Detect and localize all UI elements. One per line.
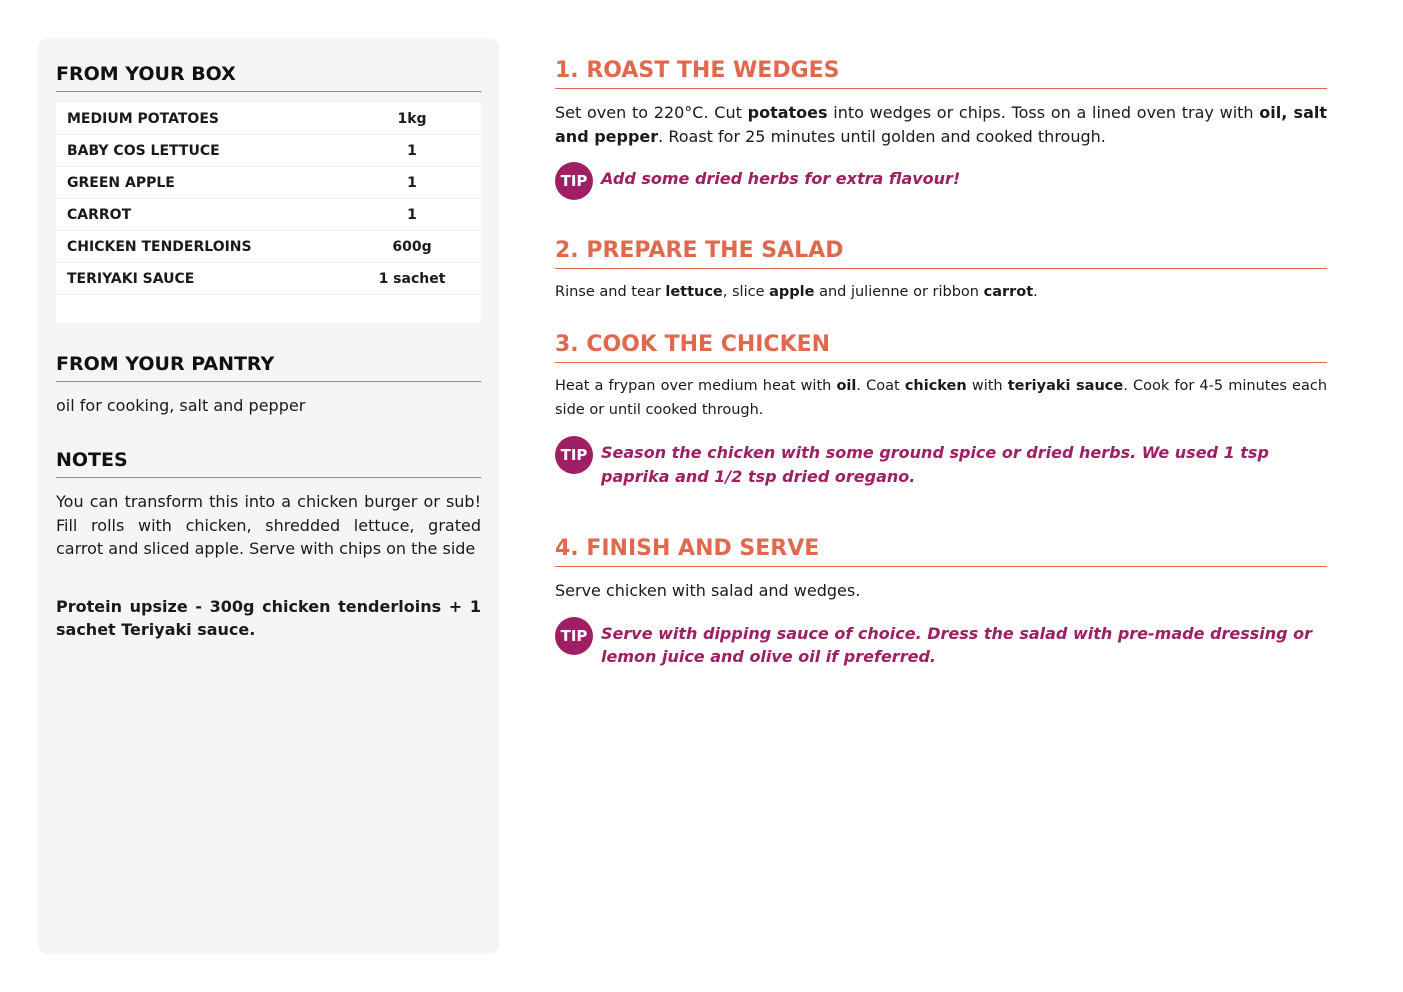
step-title: 4. FINISH AND SERVE — [555, 536, 1327, 567]
ingredients-sidebar — [38, 38, 499, 954]
table-row — [56, 263, 481, 295]
ingredient-qty: 1 — [407, 174, 417, 191]
ingredients-table — [56, 103, 481, 323]
tip — [555, 164, 1327, 200]
tip-text: Season the chicken with some ground spice or dried herbs. We used 1 tsp paprika and 1/2 tsp dried oregano. — [601, 443, 1269, 486]
ingredient-qty: 1kg — [397, 110, 427, 127]
ingredient-qty: 1 — [407, 142, 417, 159]
step-cook-chicken — [555, 332, 1327, 488]
step-title: 3. COOK THE CHICKEN — [555, 332, 1327, 363]
ingredient-name: CHICKEN TENDERLOINS — [67, 238, 252, 255]
pantry-text: oil for cooking, salt and pepper — [56, 396, 306, 415]
step-prepare-salad — [555, 238, 1327, 305]
ingredient-name: MEDIUM POTATOES — [67, 110, 219, 127]
step-text: Heat a frypan over medium heat with oil. Coat chicken with teriyaki sauce. Cook for 4-5 minutes each side or until cooked through. — [555, 378, 1328, 418]
step-text: Rinse and tear lettuce, slice apple and julienne or ribbon carrot. — [555, 284, 1038, 300]
tip-badge: TIP — [555, 617, 593, 655]
ingredient-qty: 1 sachet — [378, 270, 446, 287]
ingredient-qty: 1 — [407, 206, 417, 223]
step-title: 1. ROAST THE WEDGES — [555, 58, 1327, 89]
protein-upsize-note: Protein upsize - 300g chicken tenderloins + 1 sachet Teriyaki sauce. — [56, 596, 481, 639]
ingredient-name: CARROT — [67, 206, 132, 223]
notes-title: NOTES — [56, 449, 481, 478]
table-row — [56, 199, 481, 231]
notes-text: You can transform this into a chicken burger or sub! Fill rolls with chicken, shredded lettuce, grated carrot and sliced apple. Serve with chips on the side — [56, 492, 481, 558]
tip — [555, 619, 1327, 669]
notes-section — [56, 449, 481, 642]
step-text: Serve chicken with salad and wedges. — [555, 581, 861, 600]
table-row — [56, 135, 481, 167]
from-your-pantry-section — [56, 353, 481, 415]
from-your-box-title: FROM YOUR BOX — [56, 63, 481, 92]
from-your-pantry-title: FROM YOUR PANTRY — [56, 353, 481, 382]
ingredient-name: BABY COS LETTUCE — [67, 142, 220, 159]
step-text: Set oven to 220°C. Cut potatoes into wedges or chips. Toss on a lined oven tray with oil, salt and pepper. Roast for 25 minutes until golden and cooked through. — [555, 103, 1328, 146]
tip — [555, 438, 1327, 488]
from-your-box-section — [56, 63, 481, 323]
step-roast-wedges — [555, 58, 1327, 200]
ingredient-qty: 600g — [392, 238, 432, 255]
tip-text: Add some dried herbs for extra flavour! — [601, 169, 961, 188]
tip-text: Serve with dipping sauce of choice. Dress the salad with pre-made dressing or lemon juice and olive oil if preferred. — [601, 623, 1313, 666]
step-title: 2. PREPARE THE SALAD — [555, 238, 1327, 269]
table-row — [56, 167, 481, 199]
ingredient-name: TERIYAKI SAUCE — [67, 270, 195, 287]
tip-badge: TIP — [555, 162, 593, 200]
step-finish-serve — [555, 536, 1327, 669]
table-row — [56, 231, 481, 263]
tip-badge: TIP — [555, 436, 593, 474]
table-row — [56, 103, 481, 135]
ingredient-name: GREEN APPLE — [67, 174, 175, 191]
